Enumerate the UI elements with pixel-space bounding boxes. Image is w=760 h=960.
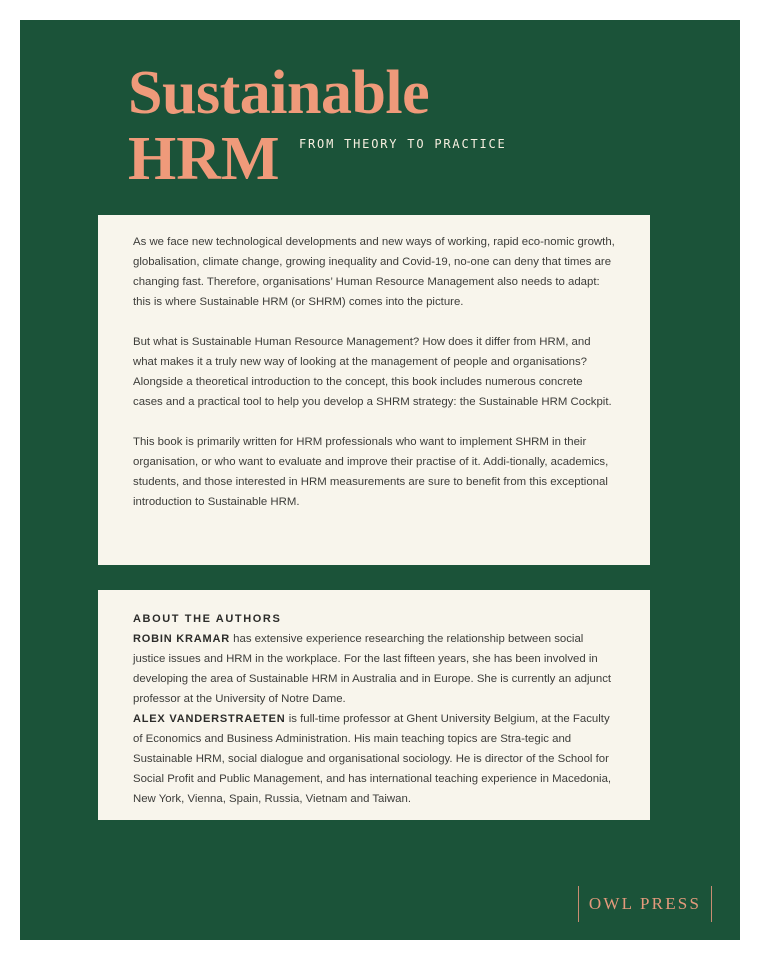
intro-paragraph-1: As we face new technological developments and new ways of working, rapid eco-nomic growth, globalisation, climate change, growing inequality and Covid-19, no-one can deny that times are changing fast. Therefore, organisations’ Human Resource Management also needs to adapt: this is where Sustainable HRM (or SHRM) comes into the picture.	[133, 236, 615, 308]
authors-panel	[98, 590, 650, 820]
intro-paragraph-3: This book is primarily written for HRM professionals who want to implement SHRM in their organisation, or who want to evaluate and improve their practise of it. Addi-tionally, academics, students, and those interested in HRM measurements are sure to benefit from this exceptional introduction to Sustainable HRM.	[133, 436, 609, 508]
intro-paragraph-2: But what is Sustainable Human Resource Management? How does it differ from HRM, and what makes it a truly new way of looking at the management of people and organisations? Alongside a theoretical introduction to the concept, this book includes numerous concrete cases and a practical tool to help you develop a SHRM strategy: the Sustainable HRM Cockpit.	[133, 336, 612, 408]
cover-title-line1: Sustainable	[128, 59, 430, 127]
cover-subtitle: FROM THEORY TO PRACTICE	[299, 137, 507, 151]
author-name-1: ROBIN KRAMAR	[133, 633, 230, 645]
author-entry-2	[133, 709, 615, 809]
publisher-name: OWL PRESS	[588, 894, 702, 913]
publisher-logo	[578, 886, 712, 922]
authors-heading: ABOUT THE AUTHORS	[133, 613, 282, 625]
cover-title-line2: HRM	[128, 125, 280, 193]
author-entry-1	[133, 629, 615, 709]
book-back-cover	[20, 20, 740, 940]
author-name-2: ALEX VANDERSTRAETEN	[133, 713, 286, 725]
author-bio-1: has extensive experience researching the relationship between social justice issues and HRM in the workplace. For the last fifteen years, she has been involved in developing the area of Sustainable HRM in Australia and in Europe. She is currently an adjunct professor at the University of Notre Dame.	[133, 633, 612, 705]
author-bio-2: is full-time professor at Ghent University Belgium, at the Faculty of Economics and Business Administration. His main teaching topics are Stra-tegic and Sustainable HRM, social dialogue and organisational sociology. He is director of the School for Social Profit and Public Management, and has international teaching experience in Macedonia, New York, Vienna, Spain, Russia, Vietnam and Taiwan.	[133, 713, 612, 805]
intro-panel	[98, 215, 650, 565]
